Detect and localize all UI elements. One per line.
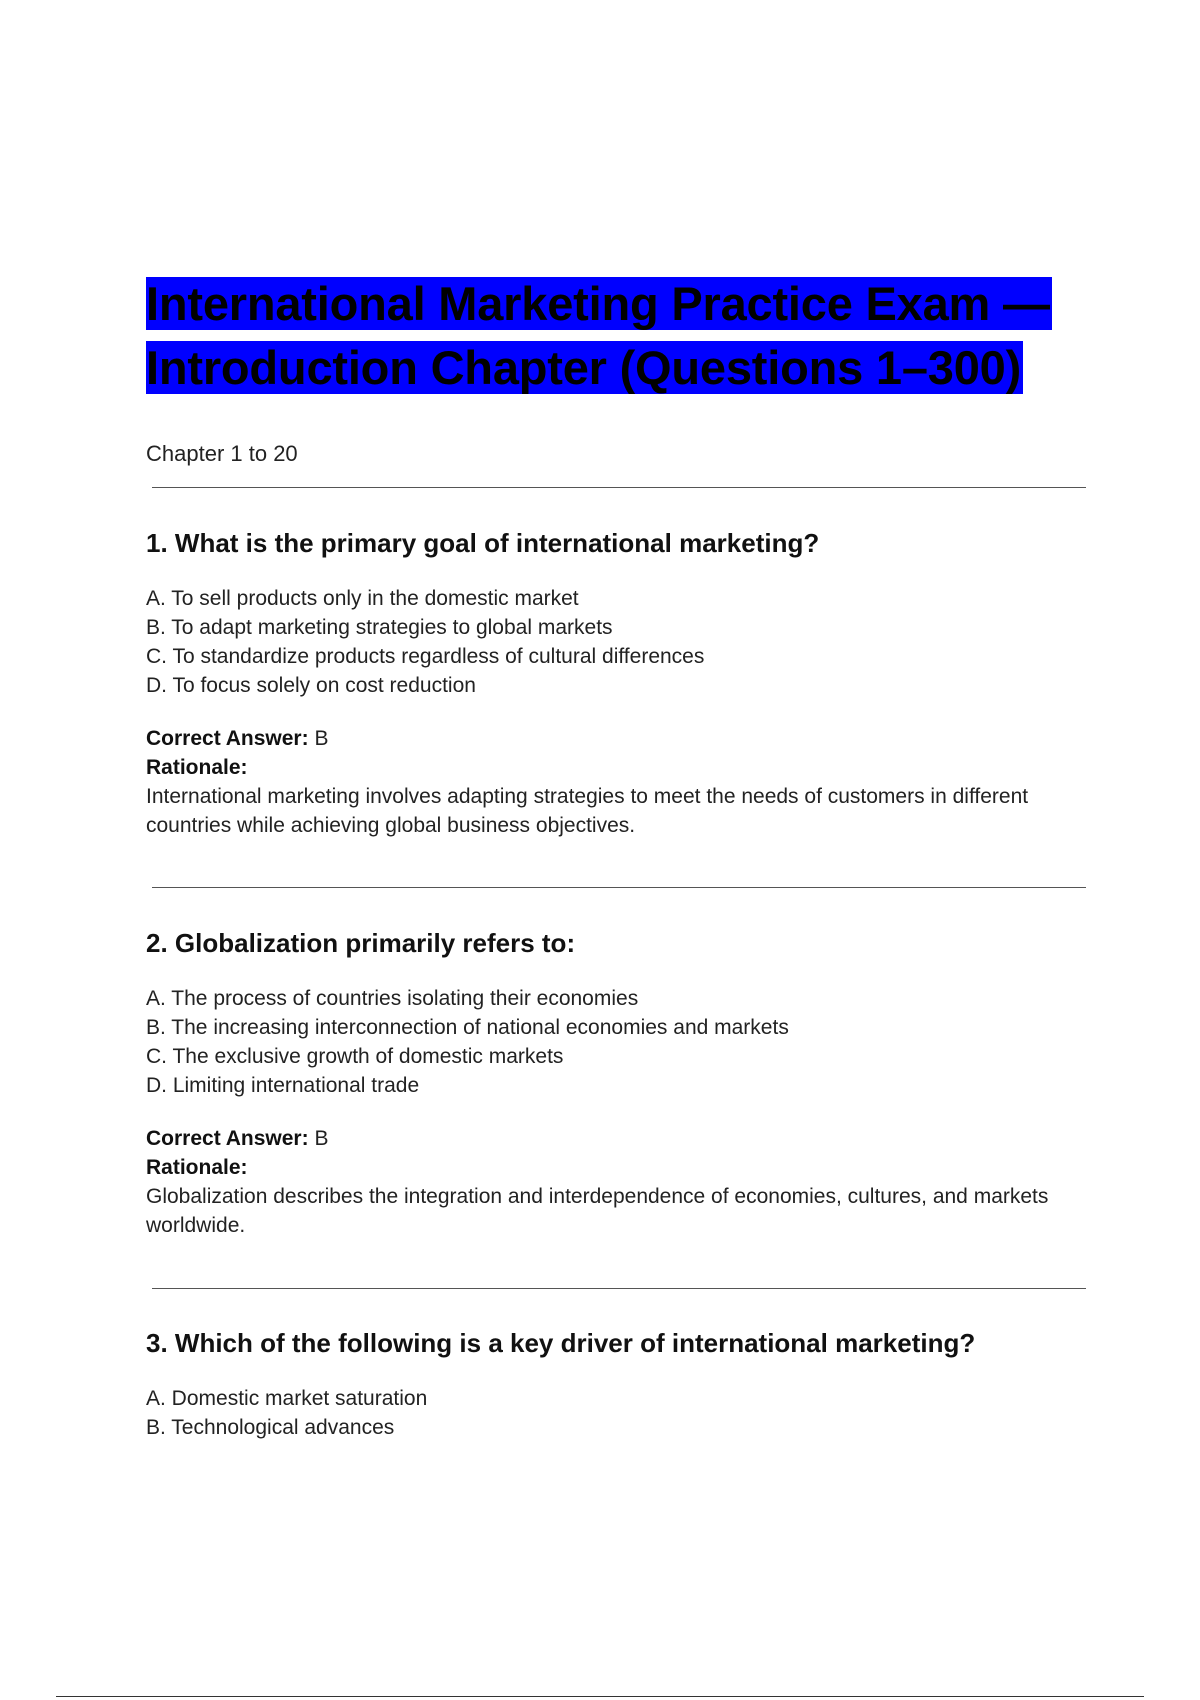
option-b: B. Technological advances: [146, 1416, 395, 1439]
rationale-text: Globalization describes the integration and interdependence of economies, cultures, and markets worldwide.: [146, 1185, 1049, 1237]
option-d: D. To focus solely on cost reduction: [146, 674, 476, 697]
question-3-title: 3. Which of the following is a key driver of international marketing?: [146, 1328, 976, 1358]
option-a: A. Domestic market saturation: [146, 1387, 428, 1410]
option-c: C. To standardize products regardless of cultural differences: [146, 645, 705, 668]
correct-answer-label: Correct Answer:: [146, 1127, 309, 1150]
option-d: D. Limiting international trade: [146, 1074, 420, 1097]
document-title-line-2: Introduction Chapter (Questions 1–300): [146, 341, 1022, 394]
question-2-options: [146, 984, 1086, 1100]
question-1-options: [146, 584, 1086, 700]
question-2: [146, 928, 1086, 1240]
question-3: [146, 1328, 1086, 1442]
option-a: A. The process of countries isolating their economies: [146, 987, 639, 1010]
rationale-text: International marketing involves adapting strategies to meet the needs of customers in different countries while achieving global business objectives.: [146, 785, 1029, 837]
question-1-answer-block: [146, 724, 1086, 840]
question-1-title: 1. What is the primary goal of international marketing?: [146, 528, 820, 558]
question-1: [146, 528, 1086, 840]
divider: [152, 487, 1086, 488]
option-b: B. The increasing interconnection of national economies and markets: [146, 1016, 789, 1039]
rationale-label: Rationale:: [146, 756, 248, 779]
page-bottom-rule: [56, 1696, 1144, 1697]
question-3-options: [146, 1384, 1086, 1442]
document-title-line-1: International Marketing Practice Exam —: [146, 277, 1050, 330]
question-2-answer-block: [146, 1124, 1086, 1240]
option-a: A. To sell products only in the domestic market: [146, 587, 579, 610]
document-title: [146, 272, 1052, 400]
correct-answer-value: B: [314, 727, 329, 750]
correct-answer-label: Correct Answer:: [146, 727, 309, 750]
option-c: C. The exclusive growth of domestic markets: [146, 1045, 564, 1068]
correct-answer: [146, 1124, 1086, 1153]
correct-answer: [146, 724, 1086, 753]
rationale-label: Rationale:: [146, 1156, 248, 1179]
divider: [152, 887, 1086, 888]
question-2-title: 2. Globalization primarily refers to:: [146, 928, 576, 958]
document-subtitle: Chapter 1 to 20: [146, 441, 298, 466]
option-b: B. To adapt marketing strategies to global markets: [146, 616, 613, 639]
correct-answer-value: B: [314, 1127, 329, 1150]
divider: [152, 1288, 1086, 1289]
